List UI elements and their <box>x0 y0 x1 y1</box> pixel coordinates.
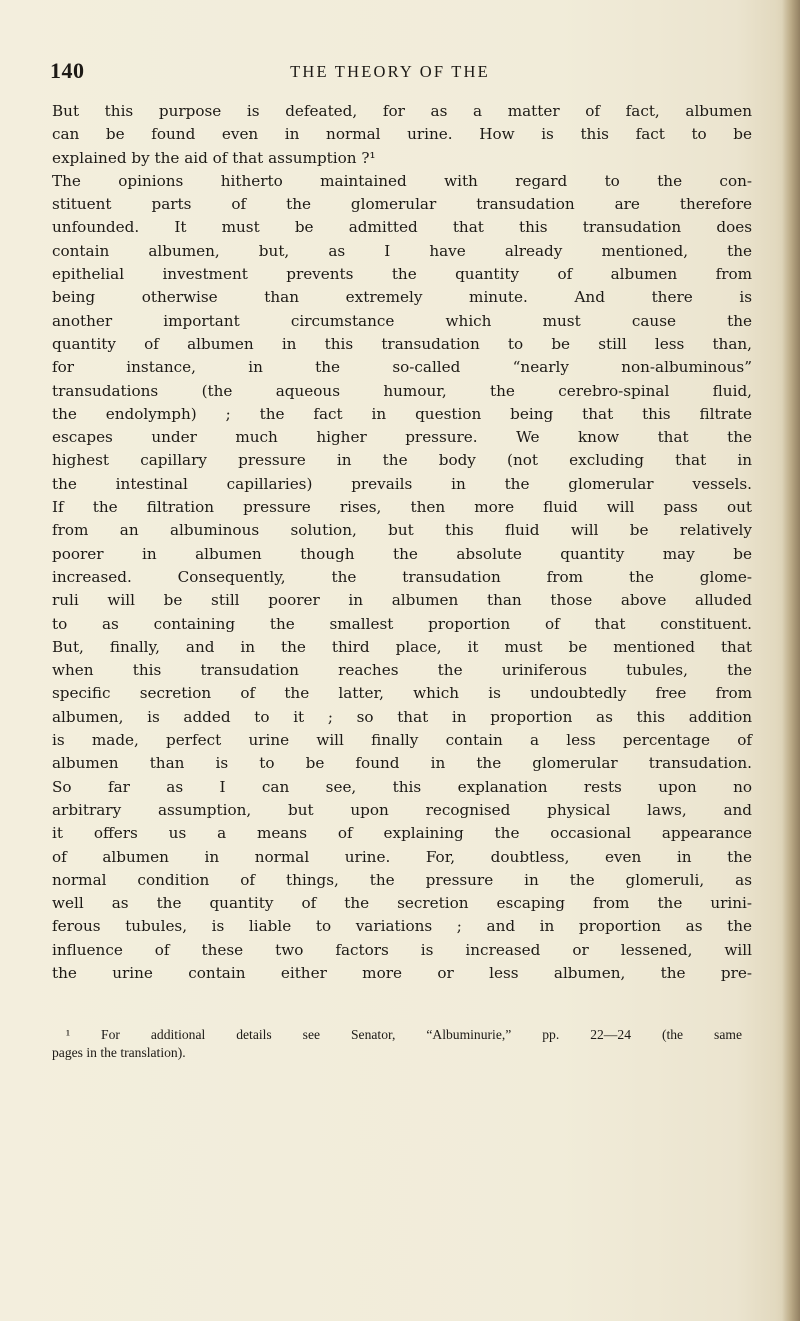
text-line: specific secretion of the latter, which is undoubtedly free from <box>52 684 752 703</box>
text-line: stituent parts of the glomerular transudation are therefore <box>52 195 752 214</box>
text-line: If the filtration pressure rises, then more fluid will pass out <box>52 498 752 517</box>
text-line: albumen, is added to it ; so that in proportion as this addition <box>52 707 752 726</box>
text-line: when this transudation reaches the uriniferous tubules, the <box>52 661 752 680</box>
text-line: unfounded. It must be admitted that this transudation does <box>52 218 752 237</box>
text-line: of albumen in normal urine. For, doubtless, even in the <box>52 847 752 866</box>
text-line: quantity of albumen in this transudation to be still less than, <box>52 334 752 353</box>
text-line: being otherwise than extremely minute. And there is <box>52 288 752 307</box>
text-line: poorer in albumen though the absolute quantity may be <box>52 544 752 563</box>
text-line: contain albumen, but, as I have already mentioned, the <box>52 241 752 260</box>
footnote-line: ¹ For additional details see Senator, “Albuminurie,” pp. 22—24 (the same <box>66 1027 742 1042</box>
text-line: is made, perfect urine will finally contain a less percentage of <box>52 731 752 750</box>
text-line: ruli will be still poorer in albumen than those above alluded <box>52 591 752 610</box>
text-line: epithelial investment prevents the quantity of albumen from <box>52 265 752 284</box>
text-line: albumen than is to be found in the glomerular transudation. <box>52 754 752 773</box>
text-line: highest capillary pressure in the body (not excluding that in <box>52 451 752 470</box>
text-line: the endolymph) ; the fact in question being that this filtrate <box>52 404 752 423</box>
text-line: escapes under much higher pressure. We know that the <box>52 428 752 447</box>
text-line: the urine contain either more or less albumen, the pre- <box>52 963 752 982</box>
text-line: influence of these two factors is increased or lessened, will <box>52 940 752 959</box>
footnotes <box>52 1026 742 1062</box>
text-line: increased. Consequently, the transudation from the glome- <box>52 567 752 586</box>
text-line: But this purpose is defeated, for as a matter of fact, albumen <box>52 102 752 120</box>
text-line: can be found even in normal urine. How is this fact to be <box>52 125 752 144</box>
text-line: But, finally, and in the third place, it must be mentioned that <box>52 637 752 656</box>
text-line: So far as I can see, this explanation rests upon no <box>52 777 752 796</box>
text-line: the intestinal capillaries) prevails in the glomerular vessels. <box>52 474 752 493</box>
text-line: to as containing the smallest proportion of that constituent. <box>52 614 752 633</box>
text-line: it offers us a means of explaining the occasional appearance <box>52 824 752 843</box>
text-line: from an albuminous solution, but this fluid will be relatively <box>52 521 752 540</box>
text-line: The opinions hitherto maintained with regard to the con- <box>52 171 752 190</box>
text-line: normal condition of things, the pressure in the glomeruli, as <box>52 870 752 889</box>
text-line: explained by the aid of that assumption ?¹ <box>52 148 376 167</box>
text-line: another important circumstance which must cause the <box>52 311 752 330</box>
text-line: for instance, in the so-called “nearly non-albuminous” <box>52 358 752 377</box>
running-head: THE THEORY OF THE <box>290 62 490 81</box>
text-line: transudations (the aqueous humour, the cerebro-spinal fluid, <box>52 381 752 400</box>
text-line: arbitrary assumption, but upon recognised physical laws, and <box>52 800 752 819</box>
page-number: 140 <box>50 58 85 83</box>
page-header <box>50 58 730 88</box>
text-line: ferous tubules, is liable to variations ; and in proportion as the <box>52 917 752 936</box>
body-text <box>52 100 752 985</box>
text-line: well as the quantity of the secretion escaping from the urini- <box>52 894 752 913</box>
page-edge-shadow <box>782 0 800 1321</box>
footnote-line: pages in the translation). <box>52 1045 186 1060</box>
